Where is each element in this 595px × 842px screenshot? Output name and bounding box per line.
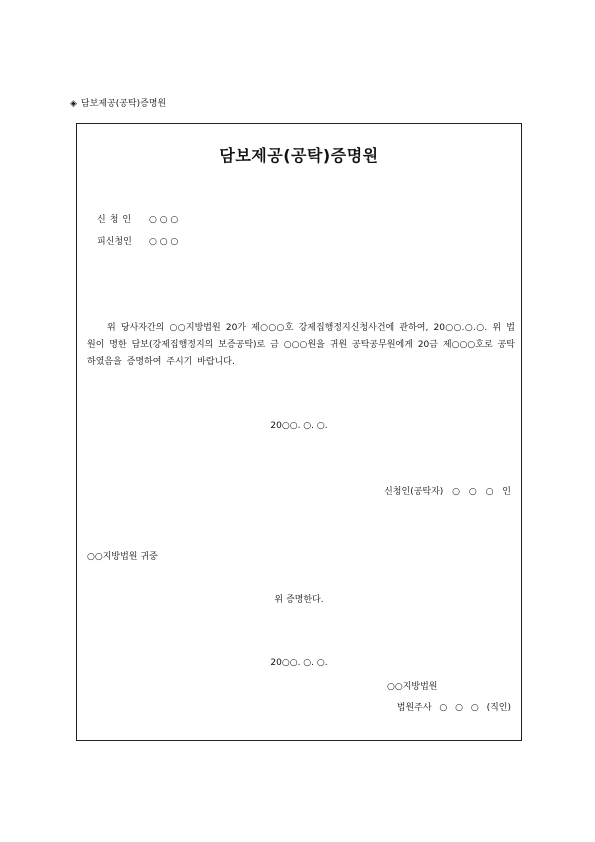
section-caption [70, 98, 166, 110]
document-frame [76, 123, 522, 741]
respondent-label: 피신청인 [97, 237, 132, 247]
respondent-name: ○ ○ ○ [149, 237, 179, 247]
court-name: ○○지방법원 [387, 682, 438, 692]
request-paragraph: 위 당사자간의 ○○지방법원 20가 제○○○호 강제집행정지신청사건에 관하여, 20○○.○.○. 위 법원이 명한 담보(강제집행정지의 보증공탁)로 금 ○○○원을 귀원 공탁공무원에게 20금 제○○○호로 공탁하였음을 증명하여 주시기 바랍니다. [87, 323, 515, 367]
document-title: 담보제공(공탁)증명원 [219, 146, 379, 165]
certification-date: 20○○. ○. ○. [270, 658, 328, 668]
applicant-signature: 신청인(공탁자) ○ ○ ○ 인 [384, 487, 511, 497]
addressee: ○○지방법원 귀중 [87, 552, 158, 562]
certification-text: 위 증명한다. [274, 595, 324, 605]
diamond-bullet-icon: ◈ [70, 99, 77, 109]
applicant-line [97, 214, 178, 226]
clerk-signature: 법원주사 ○ ○ ○ (직인) [396, 703, 511, 713]
application-date: 20○○. ○. ○. [270, 421, 328, 431]
caption-text: 담보제공(공탁)증명원 [80, 99, 167, 109]
applicant-label: 신청인 [97, 215, 136, 225]
applicant-name: ○ ○ ○ [149, 215, 179, 225]
respondent-line [97, 236, 178, 248]
